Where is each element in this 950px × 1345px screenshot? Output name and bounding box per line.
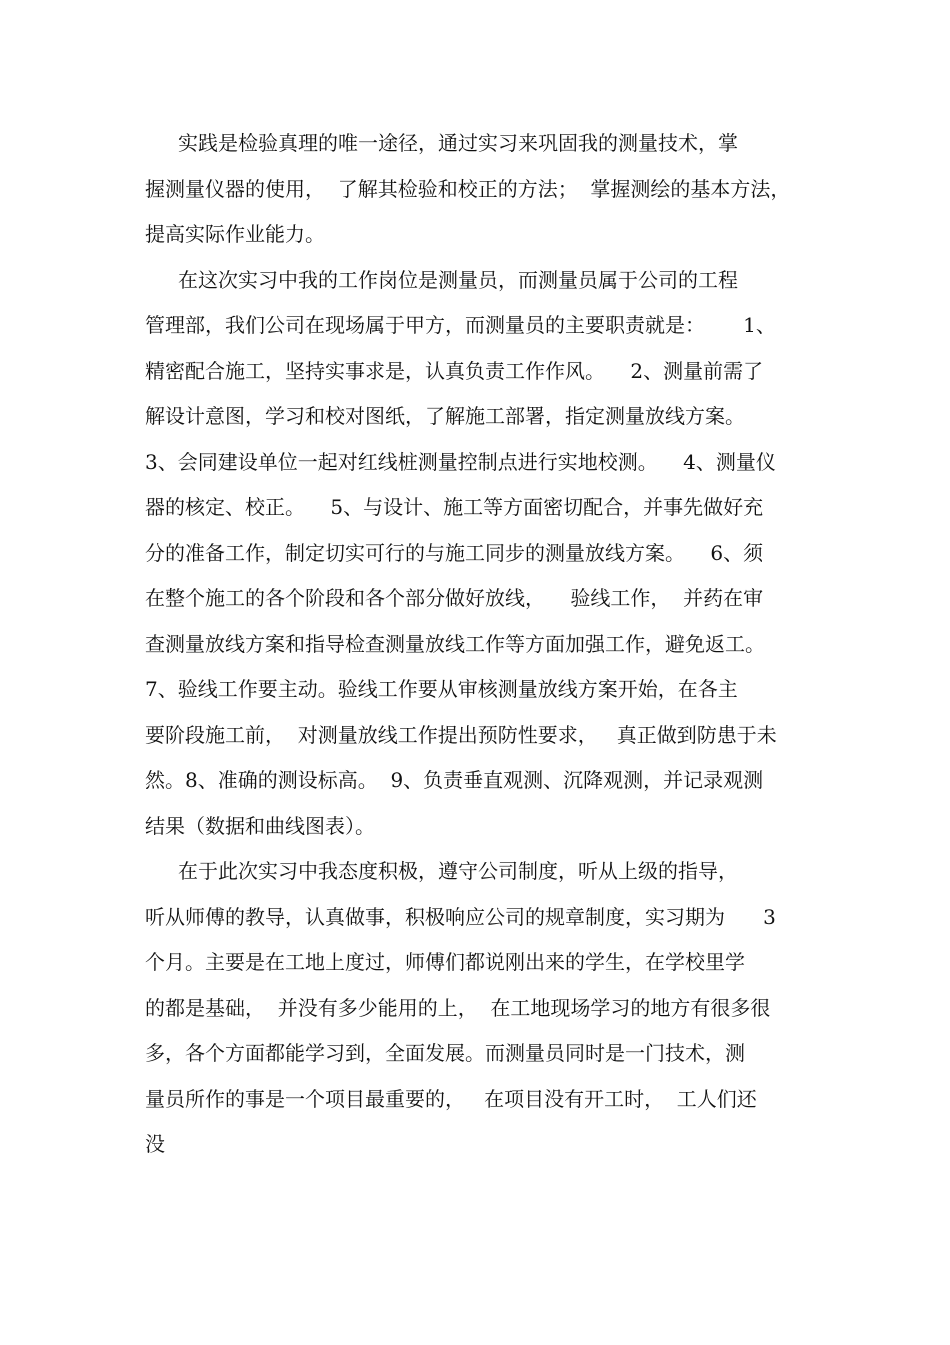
paragraph-2-line-8: 在整个施工的各个阶段和各个部分做好放线， 验线工作， 并药在审 [145,586,764,610]
paragraph-2-line-7: 分的准备工作，制定切实可行的与施工同步的测量放线方案。 6、须 [145,541,764,565]
paragraph-3-line-2: 听从师傅的教导，认真做事，积极响应公司的规章制度，实习期为 3 [145,905,776,929]
paragraph-2-line-12: 然。8、准确的测设标高。 9、负责垂直观测、沉降观测，并记录观测 [145,768,764,792]
paragraph-3-line-7: 没 [145,1132,165,1156]
paragraph-2-line-4: 解设计意图，学习和校对图纸，了解施工部署，指定测量放线方案。 [145,404,745,428]
paragraph-2-line-13: 结果（数据和曲线图表）。 [145,814,375,838]
paragraph-2-line-10: 7、验线工作要主动。验线工作要从审核测量放线方案开始，在各主 [145,677,738,701]
paragraph-2-line-5: 3、会同建设单位一起对红线桩测量控制点进行实地校测。 4、测量仪 [145,450,776,474]
paragraph-3-line-6: 量员所作的事是一个项目最重要的， 在项目没有开工时， 工人们还 [145,1087,757,1111]
paragraph-2-line-3: 精密配合施工，坚持实事求是，认真负责工作作风。 2、测量前需了 [145,359,764,383]
paragraph-2-line-11: 要阶段施工前， 对测量放线工作提出预防性要求， 真正做到防患于未 [145,723,777,747]
paragraph-2-line-6: 器的核定、校正。 5、与设计、施工等方面密切配合，并事先做好充 [145,495,764,519]
paragraph-1-line-2: 握测量仪器的使用， 了解其检验和校正的方法； 掌握测绘的基本方法， [145,177,791,201]
paragraph-3-line-3: 个月。主要是在工地上度过，师傅们都说刚出来的学生，在学校里学 [145,950,745,974]
paragraph-2-line-1: 在这次实习中我的工作岗位是测量员，而测量员属于公司的工程 [178,268,738,292]
paragraph-3-line-1: 在于此次实习中我态度积极，遵守公司制度，听从上级的指导， [178,859,738,883]
paragraph-1-line-1: 实践是检验真理的唯一途径，通过实习来巩固我的测量技术，掌 [178,131,738,155]
paragraph-2-line-2: 管理部，我们公司在现场属于甲方，而测量员的主要职责就是： 1、 [145,313,776,337]
paragraph-3-line-5: 多，各个方面都能学习到，全面发展。而测量员同时是一门技术，测 [145,1041,745,1065]
paragraph-2-line-9: 查测量放线方案和指导检查测量放线工作等方面加强工作，避免返工。 [145,632,765,656]
paragraph-1-line-3: 提高实际作业能力。 [145,222,325,246]
paragraph-3-line-4: 的都是基础， 并没有多少能用的上， 在工地现场学习的地方有很多很 [145,996,771,1020]
